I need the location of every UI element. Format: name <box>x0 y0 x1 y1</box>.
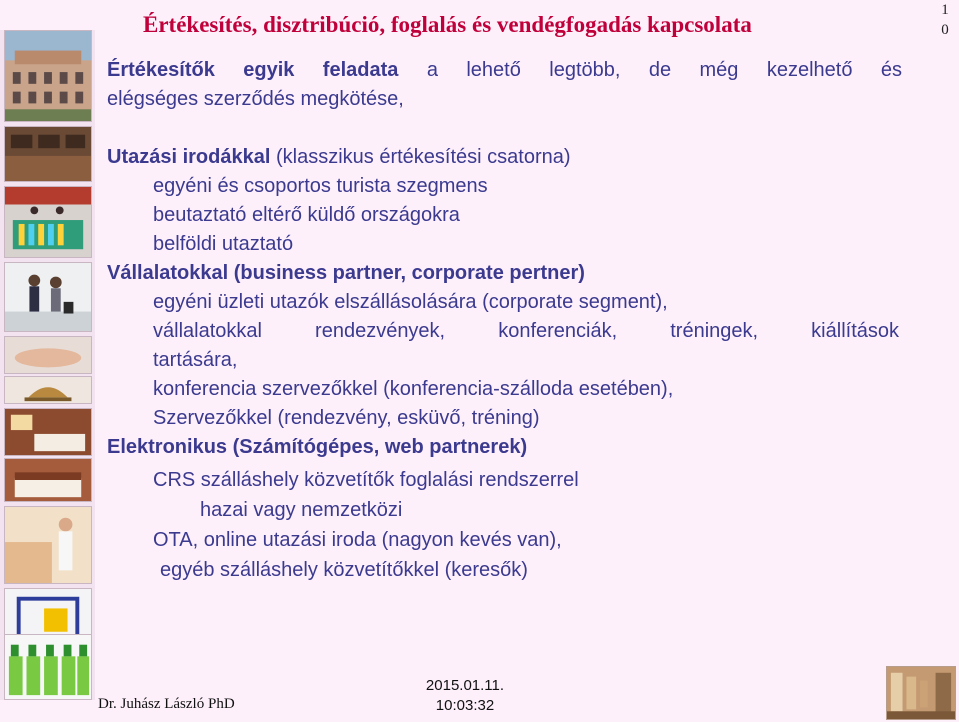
intro-bold: Értékesítők egyik feladata <box>107 59 399 81</box>
intro-rest: a lehető legtöbb, de még kezelhető és <box>426 59 902 81</box>
slide-number-bottom: 0 <box>941 22 949 38</box>
cleaning-products-photo <box>4 634 92 700</box>
reception-desk-photo <box>4 126 92 182</box>
left-photo-strip <box>0 30 95 700</box>
bed-photo <box>4 458 92 502</box>
travel-heading-bold: Utazási irodákkal <box>107 146 271 168</box>
electronic-item: CRS szálláshely közvetítők foglalási rendszerrel <box>153 469 579 491</box>
travel-heading <box>107 143 571 172</box>
corporate-item: konferencia szervezőkkel (konferencia-szálloda esetében), <box>153 378 674 400</box>
slide-title: Értékesítés, disztribúció, foglalás és vendégfogadás kapcsolata <box>143 12 752 37</box>
slide-number <box>938 0 952 40</box>
hand-photo <box>4 336 92 374</box>
footer-author: Dr. Juhász László PhD <box>98 696 235 712</box>
corporate-item: Szervezőkkel (rendezvény, esküvő, tréning) <box>153 407 540 429</box>
hotel-building-photo <box>4 30 92 122</box>
hotel-corridor-photo <box>886 666 956 720</box>
corporate-item: egyéni üzleti utazók elszállásolására (corporate segment), <box>153 291 668 313</box>
footer-date: 2015.01.11. <box>425 677 505 694</box>
travel-item: beutaztató eltérő küldő országokra <box>153 204 460 226</box>
intro-line-1 <box>107 56 902 85</box>
travel-item: egyéni és csoportos turista szegmens <box>153 175 488 197</box>
travel-item: belföldi utaztató <box>153 233 294 255</box>
electronic-heading: Elektronikus (Számítógépes, web partnerek) <box>107 436 528 458</box>
intro-line-2: elégséges szerződés megkötése, <box>107 88 404 110</box>
corporate-item: vállalatokkal rendezvények, konferenciák, tréningek, kiállítások <box>153 320 899 342</box>
footer-time: 10:03:32 <box>435 697 495 714</box>
lobby-counter-photo <box>4 186 92 258</box>
service-bell-photo <box>4 376 92 404</box>
hotel-room-photo <box>4 408 92 456</box>
footer-datetime <box>415 676 515 716</box>
slide-number-top: 1 <box>941 2 949 18</box>
electronic-subitem: hazai vagy nemzetközi <box>200 499 403 521</box>
corporate-item-continued: tartására, <box>153 349 238 371</box>
travel-heading-rest: (klasszikus értékesítési csatorna) <box>275 146 571 168</box>
travellers-photo <box>4 262 92 332</box>
staff-photo <box>4 506 92 584</box>
corporate-heading: Vállalatokkal (business partner, corporate pertner) <box>107 262 585 284</box>
electronic-item: egyéb szálláshely közvetítőkkel (keresők) <box>160 559 528 581</box>
electronic-item: OTA, online utazási iroda (nagyon kevés van), <box>153 529 562 551</box>
